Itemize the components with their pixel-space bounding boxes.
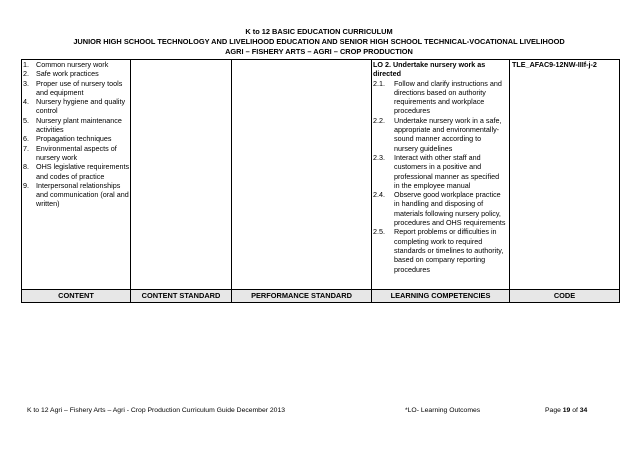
code-cell	[510, 60, 620, 290]
footer-guide-title: K to 12 Agri – Fishery Arts – Agri - Crop Production Curriculum Guide December 2013	[27, 407, 286, 414]
header-code: CODE	[510, 290, 620, 303]
content-item	[22, 60, 130, 69]
content-item-text: OHS legislative requirements and codes of practice	[36, 162, 130, 181]
competency-number: 2.3.	[373, 152, 385, 162]
curriculum-table	[21, 59, 620, 303]
page-prefix: Page	[545, 407, 561, 414]
content-item-text: Nursery plant maintenance activities	[36, 115, 122, 135]
competency-list	[372, 79, 509, 274]
header-performance-standard: PERFORMANCE STANDARD	[232, 290, 372, 303]
header-learning-competencies: LEARNING COMPETENCIES	[372, 290, 510, 303]
header-subtitle: JUNIOR HIGH SCHOOL TECHNOLOGY AND LIVELIHOOD EDUCATION AND SENIOR HIGH SCHOOL TECHNICAL-VOCATIONAL LIVELIHOOD	[73, 37, 565, 46]
content-item-number: 7.	[23, 143, 29, 153]
competency-text: Undertake nursery work in a safe, appropriate and environmentally-sound manner according to nursery guidelines	[394, 115, 502, 153]
column-header-row	[22, 290, 620, 303]
competency-number: 2.5.	[373, 227, 385, 237]
content-item-number: 3.	[23, 78, 29, 88]
content-item	[22, 134, 130, 143]
competency-text: Report problems or difficulties in completing work to required standards or timelines to authority, based on company reporting procedures	[394, 227, 504, 274]
competency-text: Observe good workplace practice in handling and disposing of materials following nursery policy, procedures and OHS requirements	[394, 190, 506, 228]
page-of: of	[572, 407, 578, 414]
competency-code: TLE_AFAC9-12NW-IIIf-j-2	[512, 60, 597, 69]
content-item	[22, 116, 130, 135]
content-item	[22, 79, 130, 98]
content-item	[22, 162, 130, 181]
competency-item	[372, 153, 509, 190]
table-row	[22, 60, 620, 290]
content-item-number: 5.	[23, 115, 29, 125]
learning-competencies-cell	[372, 60, 510, 290]
page-current: 19	[562, 407, 571, 414]
competency-number: 2.1.	[373, 78, 385, 88]
content-item-number: 2.	[23, 69, 29, 79]
content-item-number: 6.	[23, 134, 29, 144]
page-total: 34	[579, 407, 588, 414]
competency-text: Interact with other staff and customers in a positive and professional manner as specified in the employee manual	[394, 152, 500, 190]
content-item-text: Common nursery work	[36, 60, 109, 69]
competency-number: 2.4.	[373, 190, 385, 200]
content-item-text: Proper use of nursery tools and equipment	[36, 78, 123, 97]
content-item-text: Nursery hygiene and quality control	[36, 97, 126, 116]
competency-item	[372, 79, 509, 116]
header-program: AGRI – FISHERY ARTS – AGRI – CROP PRODUCTION	[225, 47, 413, 56]
content-item	[22, 69, 130, 78]
content-item	[22, 97, 130, 116]
competency-number: 2.2.	[373, 115, 385, 125]
content-item	[22, 144, 130, 163]
competency-item	[372, 116, 509, 153]
header-title: K to 12 BASIC EDUCATION CURRICULUM	[245, 27, 393, 36]
competency-item	[372, 227, 509, 273]
footer-note: *LO- Learning Outcomes	[405, 407, 481, 414]
content-item-text: Interpersonal relationships and communication (oral and written)	[36, 180, 129, 209]
content-item-text: Propagation techniques	[36, 134, 112, 144]
content-standard-cell	[131, 60, 232, 290]
content-item-text: Safe work practices	[36, 69, 99, 79]
competency-item	[372, 190, 509, 227]
header-content: CONTENT	[22, 290, 131, 303]
content-item-number: 1.	[23, 60, 29, 69]
content-item	[22, 181, 130, 209]
page-number	[545, 407, 587, 414]
content-item-number: 9.	[23, 180, 29, 190]
content-item-number: 4.	[23, 97, 29, 107]
learning-objective-title: LO 2. Undertake nursery work as directed	[373, 60, 486, 79]
content-item-text: Environmental aspects of nursery work	[36, 143, 117, 162]
competency-text: Follow and clarify instructions and directions based on authority requirements and workplace procedures	[394, 78, 502, 116]
performance-standard-cell	[232, 60, 372, 290]
content-cell	[22, 60, 131, 290]
header-content-standard: CONTENT STANDARD	[131, 290, 232, 303]
document-header	[0, 27, 638, 57]
content-list	[22, 60, 130, 209]
content-item-number: 8.	[23, 162, 29, 172]
